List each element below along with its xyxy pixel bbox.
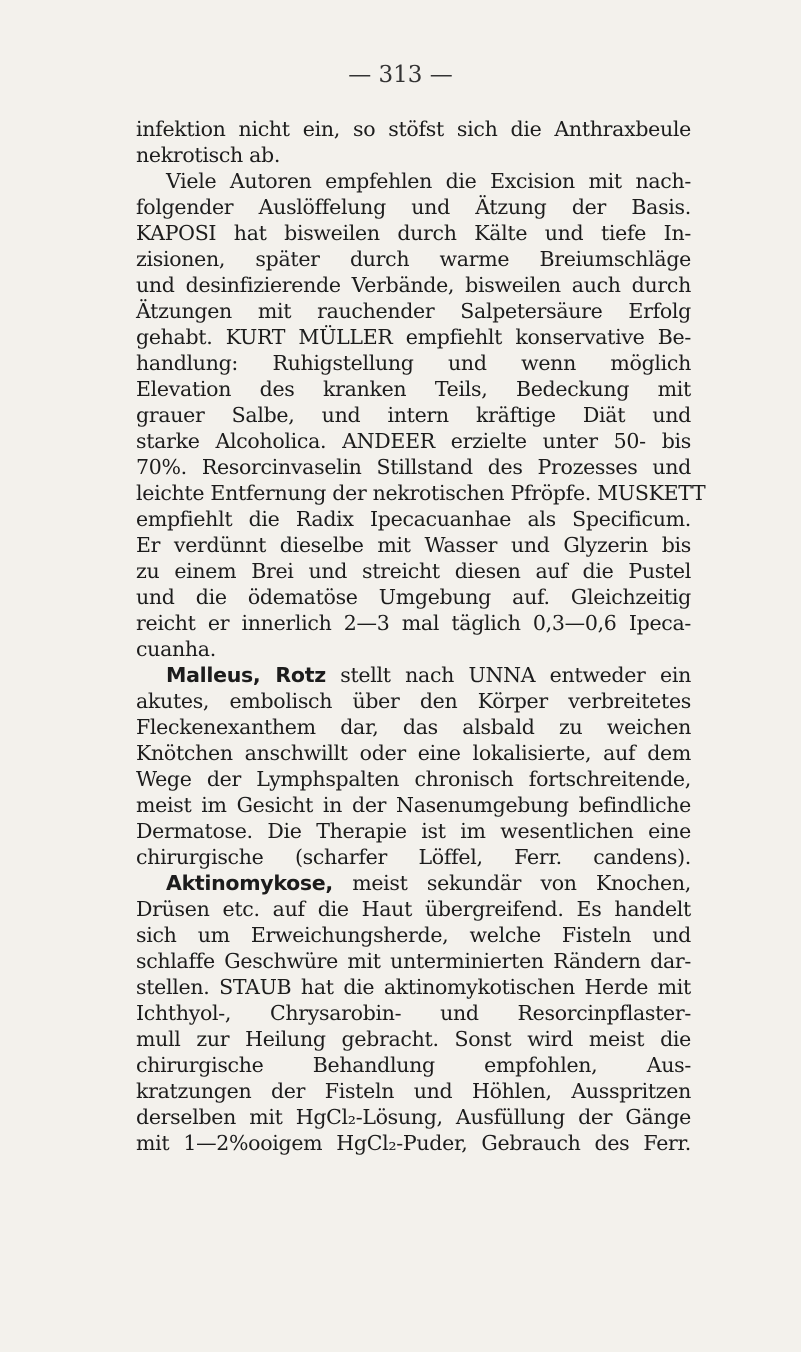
text-line: infektion nicht ein, so stöfst sich die Anthraxbeule (136, 117, 691, 141)
text-line: schlaffe Geschwüre mit unterminierten Rändern dar- (136, 949, 691, 973)
text-line: akutes, embolisch über den Körper verbreitetes (136, 689, 691, 713)
text-line: Malleus, Rotz stellt nach UNNA entweder ein (166, 663, 691, 687)
text-line: mit 1—2%ooigem HgCl₂-Puder, Gebrauch des Ferr. (136, 1131, 691, 1155)
text-line: meist im Gesicht in der Nasenumgebung befindliche (136, 793, 691, 817)
text-line: sich um Erweichungsherde, welche Fisteln und (136, 923, 691, 947)
body-text (136, 116, 706, 1156)
text-line: Elevation des kranken Teils, Bedeckung mit (136, 377, 691, 401)
text-line: grauer Salbe, und intern kräftige Diät und (136, 403, 691, 427)
text-line: zu einem Brei und streicht diesen auf die Pustel (136, 559, 691, 583)
text-line: nekrotisch ab. (136, 143, 281, 167)
text-line: zisionen, später durch warme Breiumschläge (136, 247, 691, 271)
page-number: — 313 — (348, 62, 453, 88)
text-line: kratzungen der Fisteln und Höhlen, Ausspritzen (136, 1079, 691, 1103)
text-line: chirurgische (scharfer Löffel, Ferr. candens). (136, 845, 691, 869)
text-line: und die ödematöse Umgebung auf. Gleichzeitig (136, 585, 691, 609)
text-line: Ätzungen mit rauchender Salpetersäure Erfolg (136, 299, 691, 323)
text-line: Er verdünnt dieselbe mit Wasser und Glyzerin bis (136, 533, 691, 557)
text-line: derselben mit HgCl₂-Lösung, Ausfüllung der Gänge (136, 1105, 691, 1129)
section-heading: Malleus, Rotz (166, 663, 326, 687)
section-heading: Aktinomykose, (166, 871, 333, 895)
text-line: handlung: Ruhigstellung und wenn möglich (136, 351, 691, 375)
text-line: Dermatose. Die Therapie ist im wesentlichen eine (136, 819, 691, 843)
text-line: Knötchen anschwillt oder eine lokalisierte, auf dem (136, 741, 691, 765)
text-line: starke Alcoholica. ANDEER erzielte unter 50- bis (136, 429, 691, 453)
text-line: cuanha. (136, 637, 216, 661)
text-line: Viele Autoren empfehlen die Excision mit nach- (166, 169, 691, 193)
text-line: leichte Entfernung der nekrotischen Pfröpfe. MUSKETT (136, 481, 706, 505)
text-line: und desinfizierende Verbände, bisweilen auch durch (136, 273, 691, 297)
text-line: mull zur Heilung gebracht. Sonst wird meist die (136, 1027, 691, 1051)
text-line: Ichthyol-, Chrysarobin- und Resorcinpflaster- (136, 1001, 691, 1025)
text-line: chirurgische Behandlung empfohlen, Aus- (136, 1053, 691, 1077)
text-line: gehabt. KURT MÜLLER empfiehlt konservative Be- (136, 325, 691, 349)
text-line: stellen. STAUB hat die aktinomykotischen Herde mit (136, 975, 691, 999)
text-line: KAPOSI hat bisweilen durch Kälte und tiefe In- (136, 221, 691, 245)
text-line: empfiehlt die Radix Ipecacuanhae als Specificum. (136, 507, 691, 531)
text-line: Fleckenexanthem dar, das alsbald zu weichen (136, 715, 691, 739)
text-line: folgender Auslöffelung und Ätzung der Basis. (136, 195, 691, 219)
text-line: Drüsen etc. auf die Haut übergreifend. Es handelt (136, 897, 691, 921)
text-line: 70%. Resorcinvaselin Stillstand des Prozesses und (136, 455, 691, 479)
text-line: reicht er innerlich 2—3 mal täglich 0,3—0,6 Ipeca- (136, 611, 691, 635)
text-line: Wege der Lymphspalten chronisch fortschreitende, (136, 767, 691, 791)
text-line: Aktinomykose, meist sekundär von Knochen, (166, 871, 691, 895)
